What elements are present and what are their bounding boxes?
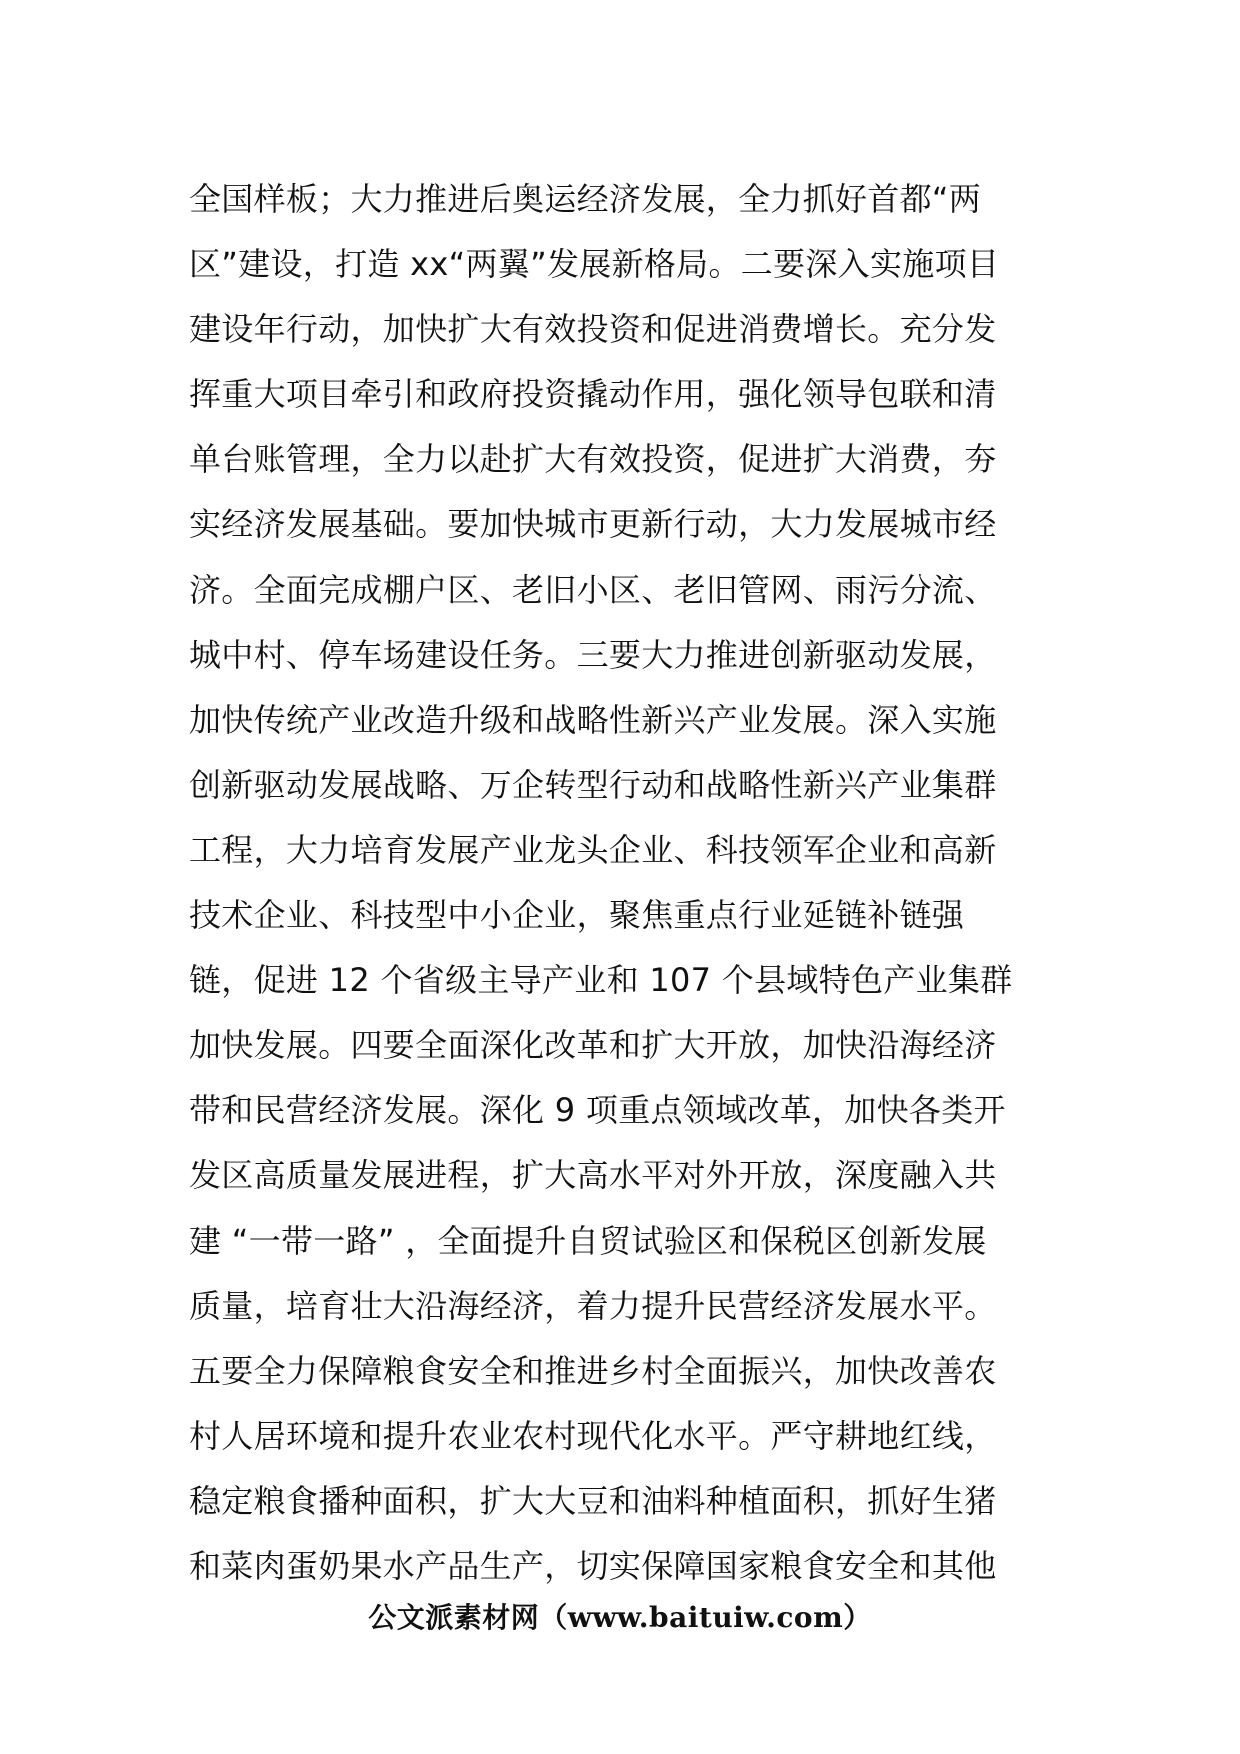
text-line: 带和民营经济发展。深化 9 项重点领域改革，加快各类开 [189,1091,1006,1130]
text-line: 城中村、停车场建设任务。三要大力推进创新驱动发展， [189,635,997,674]
text-line: 建设年行动，加快扩大有效投资和促进消费增长。充分发 [189,310,997,349]
text-line: 加快传统产业改造升级和战略性新兴产业发展。深入实施 [189,700,997,739]
text-line: 济。全面完成棚户区、老旧小区、老旧管网、雨污分流、 [189,570,997,609]
text-line: 五要全力保障粮食安全和推进乡村全面振兴，加快改善农 [189,1351,997,1390]
text-line: 加快发展。四要全面深化改革和扩大开放，加快沿海经济 [189,1026,997,1065]
text-line: 挥重大项目牵引和政府投资撬动作用，强化领导包联和清 [189,375,997,414]
text-line: 区”建设，打造 xx“两翼”发展新格局。二要深入实施项目 [189,245,1000,284]
text-line: 链，促进 12 个省级主导产业和 107 个县域特色产业集群 [189,961,1013,1000]
text-line: 建 “一带一路” ，全面提升自贸试验区和保税区创新发展 [189,1221,987,1260]
text-line: 单台账管理，全力以赴扩大有效投资，促进扩大消费，夯 [189,440,997,479]
text-line: 质量，培育壮大沿海经济，着力提升民营经济发展水平。 [189,1286,997,1325]
text-line: 稳定粮食播种面积，扩大大豆和油料种植面积，抓好生猪 [189,1481,997,1520]
text-line: 发区高质量发展进程，扩大高水平对外开放，深度融入共 [189,1156,997,1195]
text-line: 技术企业、科技型中小企业，聚焦重点行业延链补链强 [189,896,965,935]
text-line: 工程，大力培育发展产业龙头企业、科技领军企业和高新 [189,830,997,869]
text-line: 实经济发展基础。要加快城市更新行动，大力发展城市经 [189,505,997,544]
footer-source-note: 公文派素材网（www.baituiw.com） [368,1601,872,1634]
text-line: 村人居环境和提升农业农村现代化水平。严守耕地红线， [189,1416,997,1455]
text-line: 创新驱动发展战略、万企转型行动和战略性新兴产业集群 [189,765,997,804]
text-line: 和菜肉蛋奶果水产品生产，切实保障国家粮食安全和其他 [189,1546,997,1585]
body-paragraph [189,167,1069,1599]
text-line: 全国样板；大力推进后奥运经济发展，全力抓好首都“两 [189,180,982,218]
